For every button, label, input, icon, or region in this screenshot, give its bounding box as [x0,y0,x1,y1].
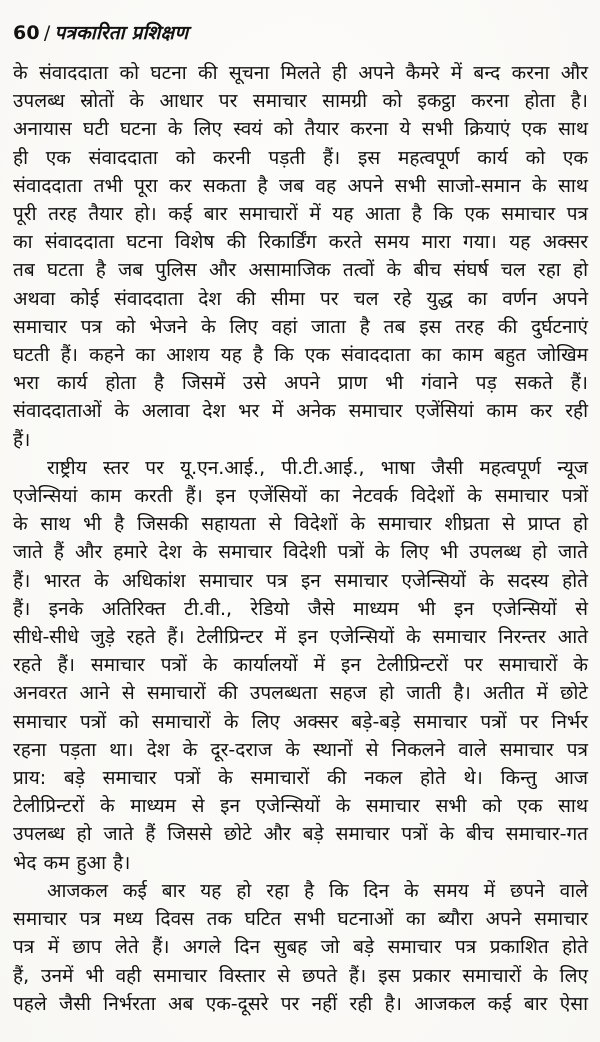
text-line: के साथ भी है जिसकी सहायता से विदेशों के समाचार शीघ्रता से प्राप्त हो [13,513,588,536]
page-number: 60 [13,22,40,44]
text-line: तब घटता है जब पुलिस और असामाजिक तत्वों के बीच संघर्ष चल रहा हो [13,259,588,282]
text-line: राष्ट्रीय स्तर पर यू.एन.आई., पी.टी.आई., भाषा जैसी महत्वपूर्ण न्यूज [47,456,588,479]
text-line: भेद कम हुआ है। [13,851,131,874]
text-line: उपलब्ध स्रोतों के आधार पर समाचार सामग्री को इकट्ठा करना होता है। [13,90,588,113]
text-line: प्राय: बड़े समाचार पत्रों के समाचारों की नकल होते थे। किन्तु आज [13,767,588,790]
text-line: समाचार पत्रों को समाचारों के लिए अक्सर बड़े-बड़े समाचार पत्रों पर निर्भर [13,710,588,733]
text-line: आजकल कई बार यह हो रहा है कि दिन के समय में छपने वाले [47,879,588,902]
text-line: समाचार पत्र मध्य दिवस तक घटित सभी घटनाओं का ब्यौरा अपने समाचार [13,908,588,931]
text-line: पूरी तरह तैयार हो। कई बार समाचारों में यह आता है कि एक समाचार पत्र [13,203,588,226]
text-line: जाते हैं और हमारे देश के समाचार विदेशी पत्रों के लिए भी उपलब्ध हो जाते [13,541,588,564]
text-line: का संवाददाता घटना विशेष की रिकार्डिंग करते समय मारा गया। यह अक्सर [13,231,588,254]
page-body-text [13,59,588,1018]
text-line: हैं। भारत के अधिकांश समाचार पत्र इन समाचार एजेन्सियों के सदस्य होते [13,569,588,592]
text-line: अथवा कोई संवाददाता देश की सीमा पर चल रहे युद्ध का वर्णन अपने [13,287,588,310]
text-line: अनवरत आने से समाचारों की उपलब्धता सहज हो जाती है। अतीत में छोटे [13,682,588,705]
running-title: पत्रकारिता प्रशिक्षण [54,22,189,44]
text-line: अनायास घटी घटना के लिए स्वयं को तैयार करना ये सभी क्रियाएं एक साथ [13,118,588,141]
text-line: ही एक संवाददाता को करनी पड़ती हैं। इस महत्वपूर्ण कार्य को एक [13,146,588,169]
text-line: भरा कार्य होता है जिसमें उसे अपने प्राण भी गंवाने पड़ सकते हैं। [13,372,588,395]
text-line: सीधे-सीधे जुड़े रहते हैं। टेलीप्रिन्टर में इन एजेन्सियों के समाचार निरन्तर आते [13,626,588,649]
header-separator: / [43,22,51,44]
text-line: हैं। [13,428,31,451]
text-line: पत्र में छाप लेते हैं। अगले दिन सुबह जो बड़े समाचार पत्र प्रकाशित होते [13,936,588,959]
text-line: हैं। इनके अतिरिक्त टी.वी., रेडियो जैसे माध्यम भी इन एजेन्सियों से [13,597,588,620]
text-line: संवाददाताओं के अलावा देश भर में अनेक समाचार एजेंसियां काम कर रही [13,400,588,423]
text-line: के संवाददाता को घटना की सूचना मिलते ही अपने कैमरे में बन्द करना और [13,62,588,84]
text-line: पहले जैसी निर्भरता अब एक-दूसरे पर नहीं रही है। आजकल कई बार ऐसा [13,992,588,1015]
running-header [13,20,588,46]
text-line: टेलीप्रिन्टरों के माध्यम से इन एजेन्सियों के समाचार सभी को एक साथ [13,795,588,818]
text-line: एजेन्सियां काम करती हैं। इन एजेंसियों का नेटवर्क विदेशों के समाचार पत्रों [13,485,588,508]
text-line: समाचार पत्र को भेजने के लिए वहां जाता है तब इस तरह की दुर्घटनाएं [13,315,588,338]
text-line: उपलब्ध हो जाते हैं जिससे छोटे और बड़े समाचार पत्रों के बीच समाचार-गत [13,823,588,846]
text-line: हैं, उनमें भी वही समाचार विस्तार से छपते हैं। इस प्रकार समाचारों के लिए [13,964,588,987]
text-line: संवाददाता तभी पूरा कर सकता है जब वह अपने सभी साजो-समान के साथ [13,174,588,197]
text-line: रहते हैं। समाचार पत्रों के कार्यालयों में इन टेलीप्रिन्टरों पर समाचारों के [13,654,588,677]
text-line: घटती हैं। कहने का आशय यह है कि एक संवाददाता का काम बहुत जोखिम [13,344,588,367]
text-line: रहना पड़ता था। देश के दूर-दराज के स्थानों से निकलने वाले समाचार पत्र [13,738,588,761]
